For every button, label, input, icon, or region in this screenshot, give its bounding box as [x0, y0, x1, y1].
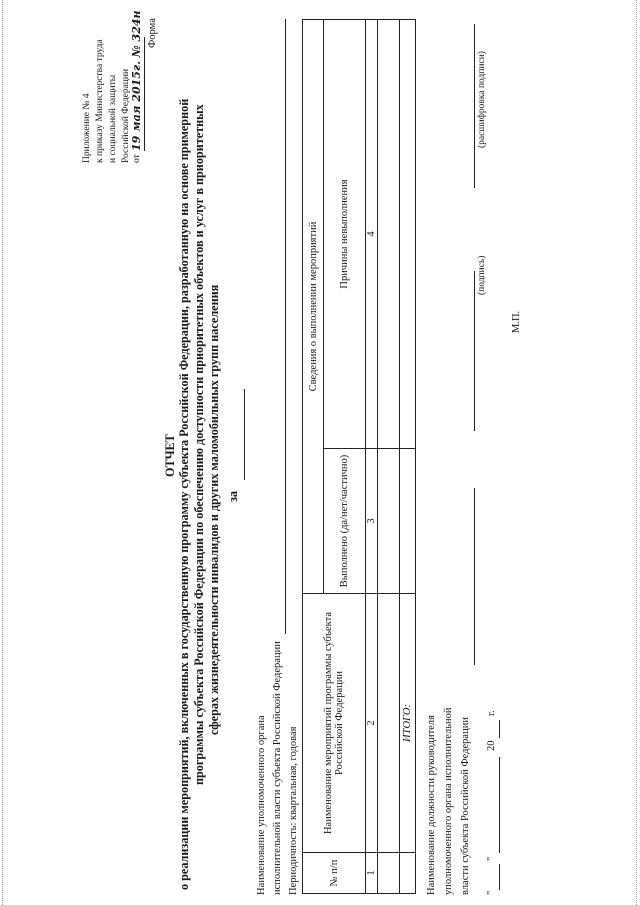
report-title: ОТЧЕТ [163, 434, 177, 477]
date-quote-open: " [486, 890, 497, 895]
signature-decode-caption: (расшифровка подписи) [477, 51, 487, 148]
date-year-suffix: г. [486, 710, 497, 716]
head-position-line-3: власти субъекта Российской Федерации [460, 717, 471, 895]
col-header-reasons: Причины невыполнения [324, 20, 366, 449]
date-year-blank [499, 720, 500, 738]
period-prefix: за [226, 491, 240, 502]
org-label-line-1: Наименование уполномоченного органа [256, 715, 267, 895]
date-quote-close: " [486, 856, 497, 861]
appendix-date-prefix: от [132, 154, 142, 163]
table-cell [378, 20, 400, 449]
col-header-number: № п/п [303, 853, 366, 894]
period-blank [244, 389, 245, 480]
signature-line [474, 271, 475, 431]
col-header-done: Выполнено (да/нет/частично) [324, 449, 366, 594]
report-subtitle-line-3: сферах жизнедеятельности инвалидов и других маломобильных групп населения [207, 284, 221, 735]
appendix-line-1: Приложение № 4 [82, 93, 92, 163]
col-index-1: 1 [366, 853, 378, 894]
table-row [378, 20, 400, 894]
stamp-label: М.П. [511, 310, 522, 333]
periodicity-label: Периодичность: квартальная, годовая [288, 726, 299, 895]
head-position-line-1: Наименование должности руководителя [426, 715, 437, 895]
date-day-blank [499, 864, 500, 890]
col-index-2: 2 [366, 594, 378, 853]
signature-caption: (подпись) [477, 255, 487, 295]
appendix-line-3: и социальной защиты [108, 74, 118, 163]
handwritten-order-date: 19 мая 2015г. № 324н [130, 10, 143, 151]
col-index-3: 3 [366, 449, 378, 594]
appendix-line-2: к приказу Министерства труда [95, 39, 105, 163]
report-subtitle-line-2: программы субъекта Российской Федерации по обеспечению доступности приоритетных объектов и услуг в приоритетных [192, 104, 206, 785]
date-year-prefix: 20 [486, 740, 497, 751]
col-header-execution-info: Сведения о выполнении мероприятий [303, 20, 324, 594]
head-position-blank [474, 488, 475, 665]
org-name-blank [285, 19, 286, 634]
scan-edge-top [2, 0, 3, 905]
table-cell [400, 853, 416, 894]
table-total-row [400, 20, 416, 894]
table-cell [378, 853, 400, 894]
appendix-line-4: Российской Федерации [121, 68, 131, 163]
table-cell [400, 20, 416, 449]
col-index-4: 4 [366, 20, 378, 449]
table-cell [378, 594, 400, 853]
report-subtitle-line-1: о реализации мероприятий, включенных в государственную программу субъекта Российской Федерации, разработанную на основе примерной [177, 98, 191, 890]
org-label-line-2: исполнительной власти субъекта Российской Федерации [272, 641, 283, 895]
col-header-measure-name: Наименование мероприятий программы субъекта Российской Федерации [303, 594, 366, 853]
table-cell [400, 449, 416, 594]
signature-decode-line [474, 24, 475, 188]
total-label: ИТОГО: [400, 594, 416, 853]
head-position-line-2: уполномоченного органа исполнительной [443, 707, 454, 895]
date-month-blank [499, 757, 500, 853]
report-table [302, 19, 416, 894]
table-cell [378, 449, 400, 594]
form-label: Форма [147, 18, 158, 48]
order-date-underline [144, 37, 145, 151]
scan-edge-bottom [636, 0, 637, 905]
